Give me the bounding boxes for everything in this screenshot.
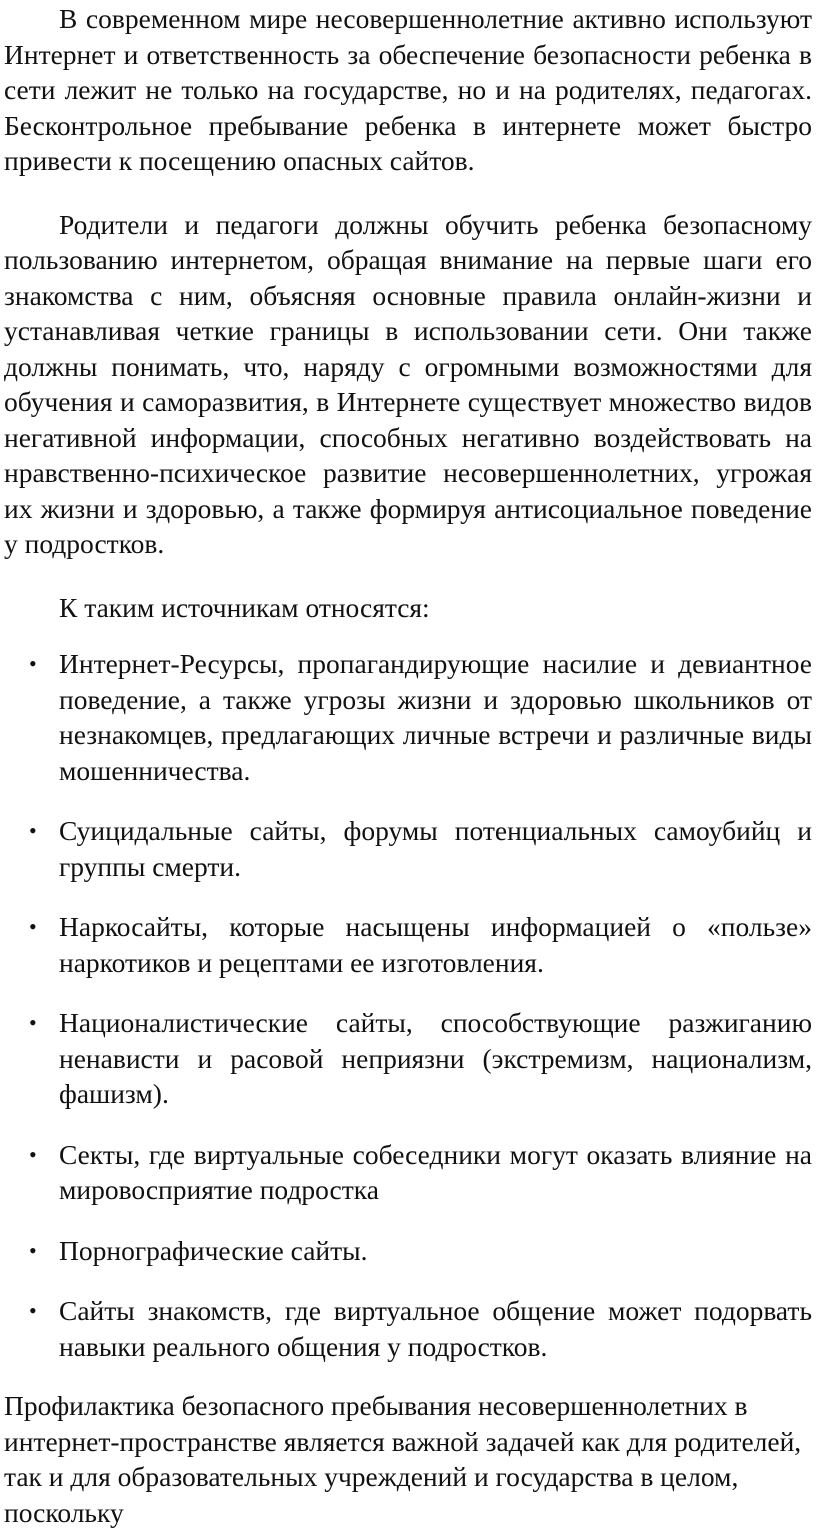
list-item — [4, 1233, 812, 1269]
list-item-text: Интернет-Ресурсы, пропагандирующие насилие и девиантное поведение, а также угрозы жизни и здоровью школьников от незнакомцев, предлагающих личные встречи и различные виды мошенничества. — [59, 648, 812, 786]
list-item — [4, 813, 812, 884]
paragraph-prevention: Профилактика безопасного пребывания несовершеннолетних в интернет-пространстве является важной задачей как для родителей, так и для образовательных учреждений и государства в целом, поскольку — [4, 1390, 802, 1528]
list-item — [4, 646, 812, 788]
paragraph-parents-teachers: Родители и педагоги должны обучить ребенка безопасному пользованию интернетом, обращая внимание на первые шаги его знакомства с ним, объясняя основные правила онлайн-жизни и устанавливая четкие границы в использовании сети. Они также должны понимать, что, наряду с огромными возможностями для обучения и саморазвития, в Интернете существует множество видов негативной информации, способных негативно воздействовать на нравственно-психическое развитие несовершеннолетних, угрожая их жизни и здоровью, а также формируя антисоциальное поведение у подростков. — [4, 208, 812, 559]
list-item — [4, 909, 812, 980]
bullet-icon: • — [29, 914, 37, 939]
list-item-text: Сайты знакомств, где виртуальное общение может подорвать навыки реального общения у подростков. — [59, 1295, 812, 1362]
list-intro: К таким источникам относятся: — [59, 591, 430, 623]
bullet-icon: • — [29, 1237, 37, 1263]
list-item-text: Порнографические сайты. — [59, 1234, 368, 1266]
bullet-icon: • — [29, 1141, 37, 1167]
bullet-icon: • — [29, 1010, 37, 1035]
list-item — [4, 1005, 812, 1112]
list-item — [4, 1137, 812, 1208]
bullet-icon: • — [29, 818, 37, 843]
sources-list — [4, 646, 812, 1364]
list-item — [4, 1293, 812, 1364]
list-item-text: Секты, где виртуальные собеседники могут оказать влияние на мировосприятие подростка — [59, 1138, 812, 1205]
list-item-text: Националистические сайты, способствующие разжиганию ненависти и расовой неприязни (экстремизм, национализм, фашизм). — [59, 1007, 812, 1109]
bullet-icon: • — [29, 651, 37, 676]
bullet-icon: • — [29, 1298, 37, 1323]
list-item-text: Наркосайты, которые насыщены информацией о «пользе» наркотиков и рецептами ее изготовления. — [59, 911, 812, 978]
list-item-text: Суицидальные сайты, форумы потенциальных самоубийц и группы смерти. — [59, 815, 812, 882]
paragraph-intro: В современном мире несовершеннолетние активно используют Интернет и ответственность за обеспечение безопасности ребенка в сети лежит не только на государстве, но и на родителях, педагогах. Бесконтрольное пребывание ребенка в интернете может быстро привести к посещению опасных сайтов. — [4, 3, 812, 176]
